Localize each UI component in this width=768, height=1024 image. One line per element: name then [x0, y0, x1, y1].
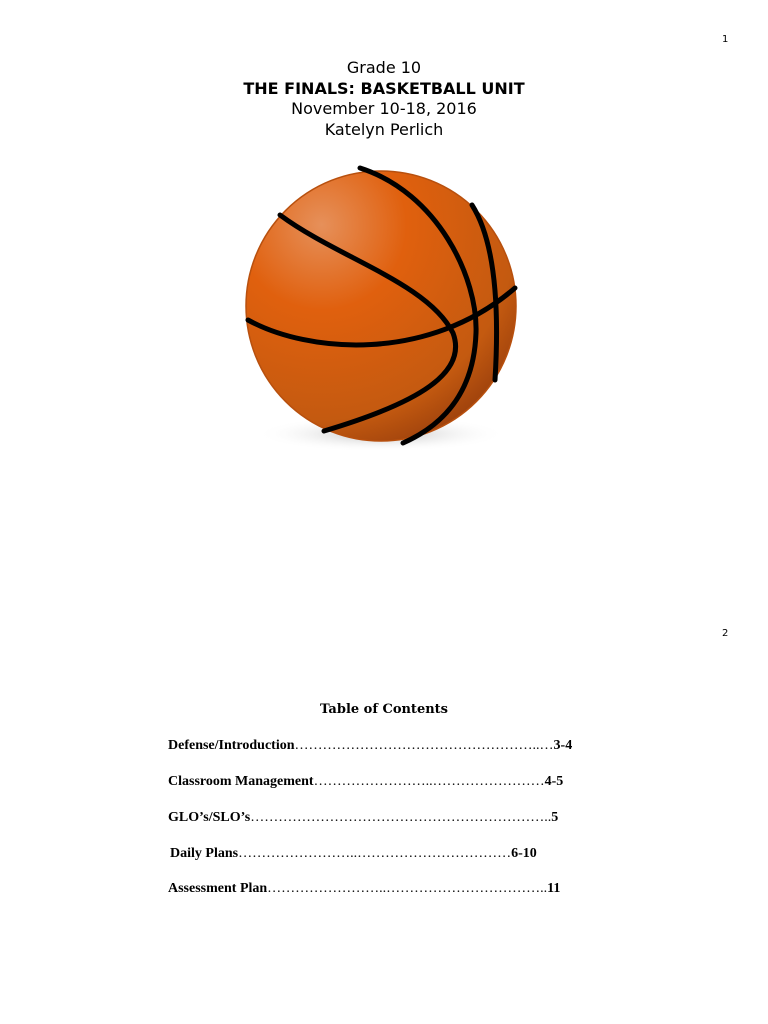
page-number: 1	[722, 34, 729, 45]
toc-entry	[168, 881, 560, 897]
cover-title-block	[0, 58, 768, 140]
grade-label: Grade 10	[346, 58, 422, 77]
toc-entry-pages: 3-4	[553, 738, 573, 753]
toc-entry-dots: ………………………………………………………..	[250, 810, 552, 825]
toc-entry-label: Defense/Introduction	[168, 738, 295, 753]
toc-entry-pages: 6-10	[511, 846, 537, 861]
toc-entry-label: Assessment Plan	[168, 881, 268, 896]
toc-entry	[168, 738, 572, 754]
unit-dates: November 10-18, 2016	[291, 99, 477, 118]
toc-heading: Table of Contents	[320, 702, 448, 717]
toc-entry-pages: 11	[547, 881, 561, 896]
basketball-icon	[238, 158, 528, 454]
unit-title: THE FINALS: BASKETBALL UNIT	[243, 78, 525, 98]
toc-entry-label: GLO’s/SLO’s	[168, 810, 251, 825]
toc-entry-dots: ……………………..……………………………	[238, 846, 512, 861]
toc-entry	[168, 774, 563, 790]
toc-entry-dots: ……………………………………………..…	[294, 738, 554, 753]
toc-entry-label: Classroom Management	[168, 774, 314, 789]
toc-entry-pages: 5	[551, 810, 559, 825]
page-number: 2	[722, 628, 729, 639]
toc-entry	[168, 810, 558, 826]
toc-entry-dots: ……………………..……………………	[313, 774, 545, 789]
toc-entry-label: Daily Plans	[170, 846, 239, 861]
toc-entry-dots: ……………………..……………………………..	[267, 881, 548, 896]
author-name: Katelyn Perlich	[324, 119, 444, 139]
toc-entry	[170, 846, 537, 862]
toc-entry-pages: 4-5	[544, 774, 564, 789]
